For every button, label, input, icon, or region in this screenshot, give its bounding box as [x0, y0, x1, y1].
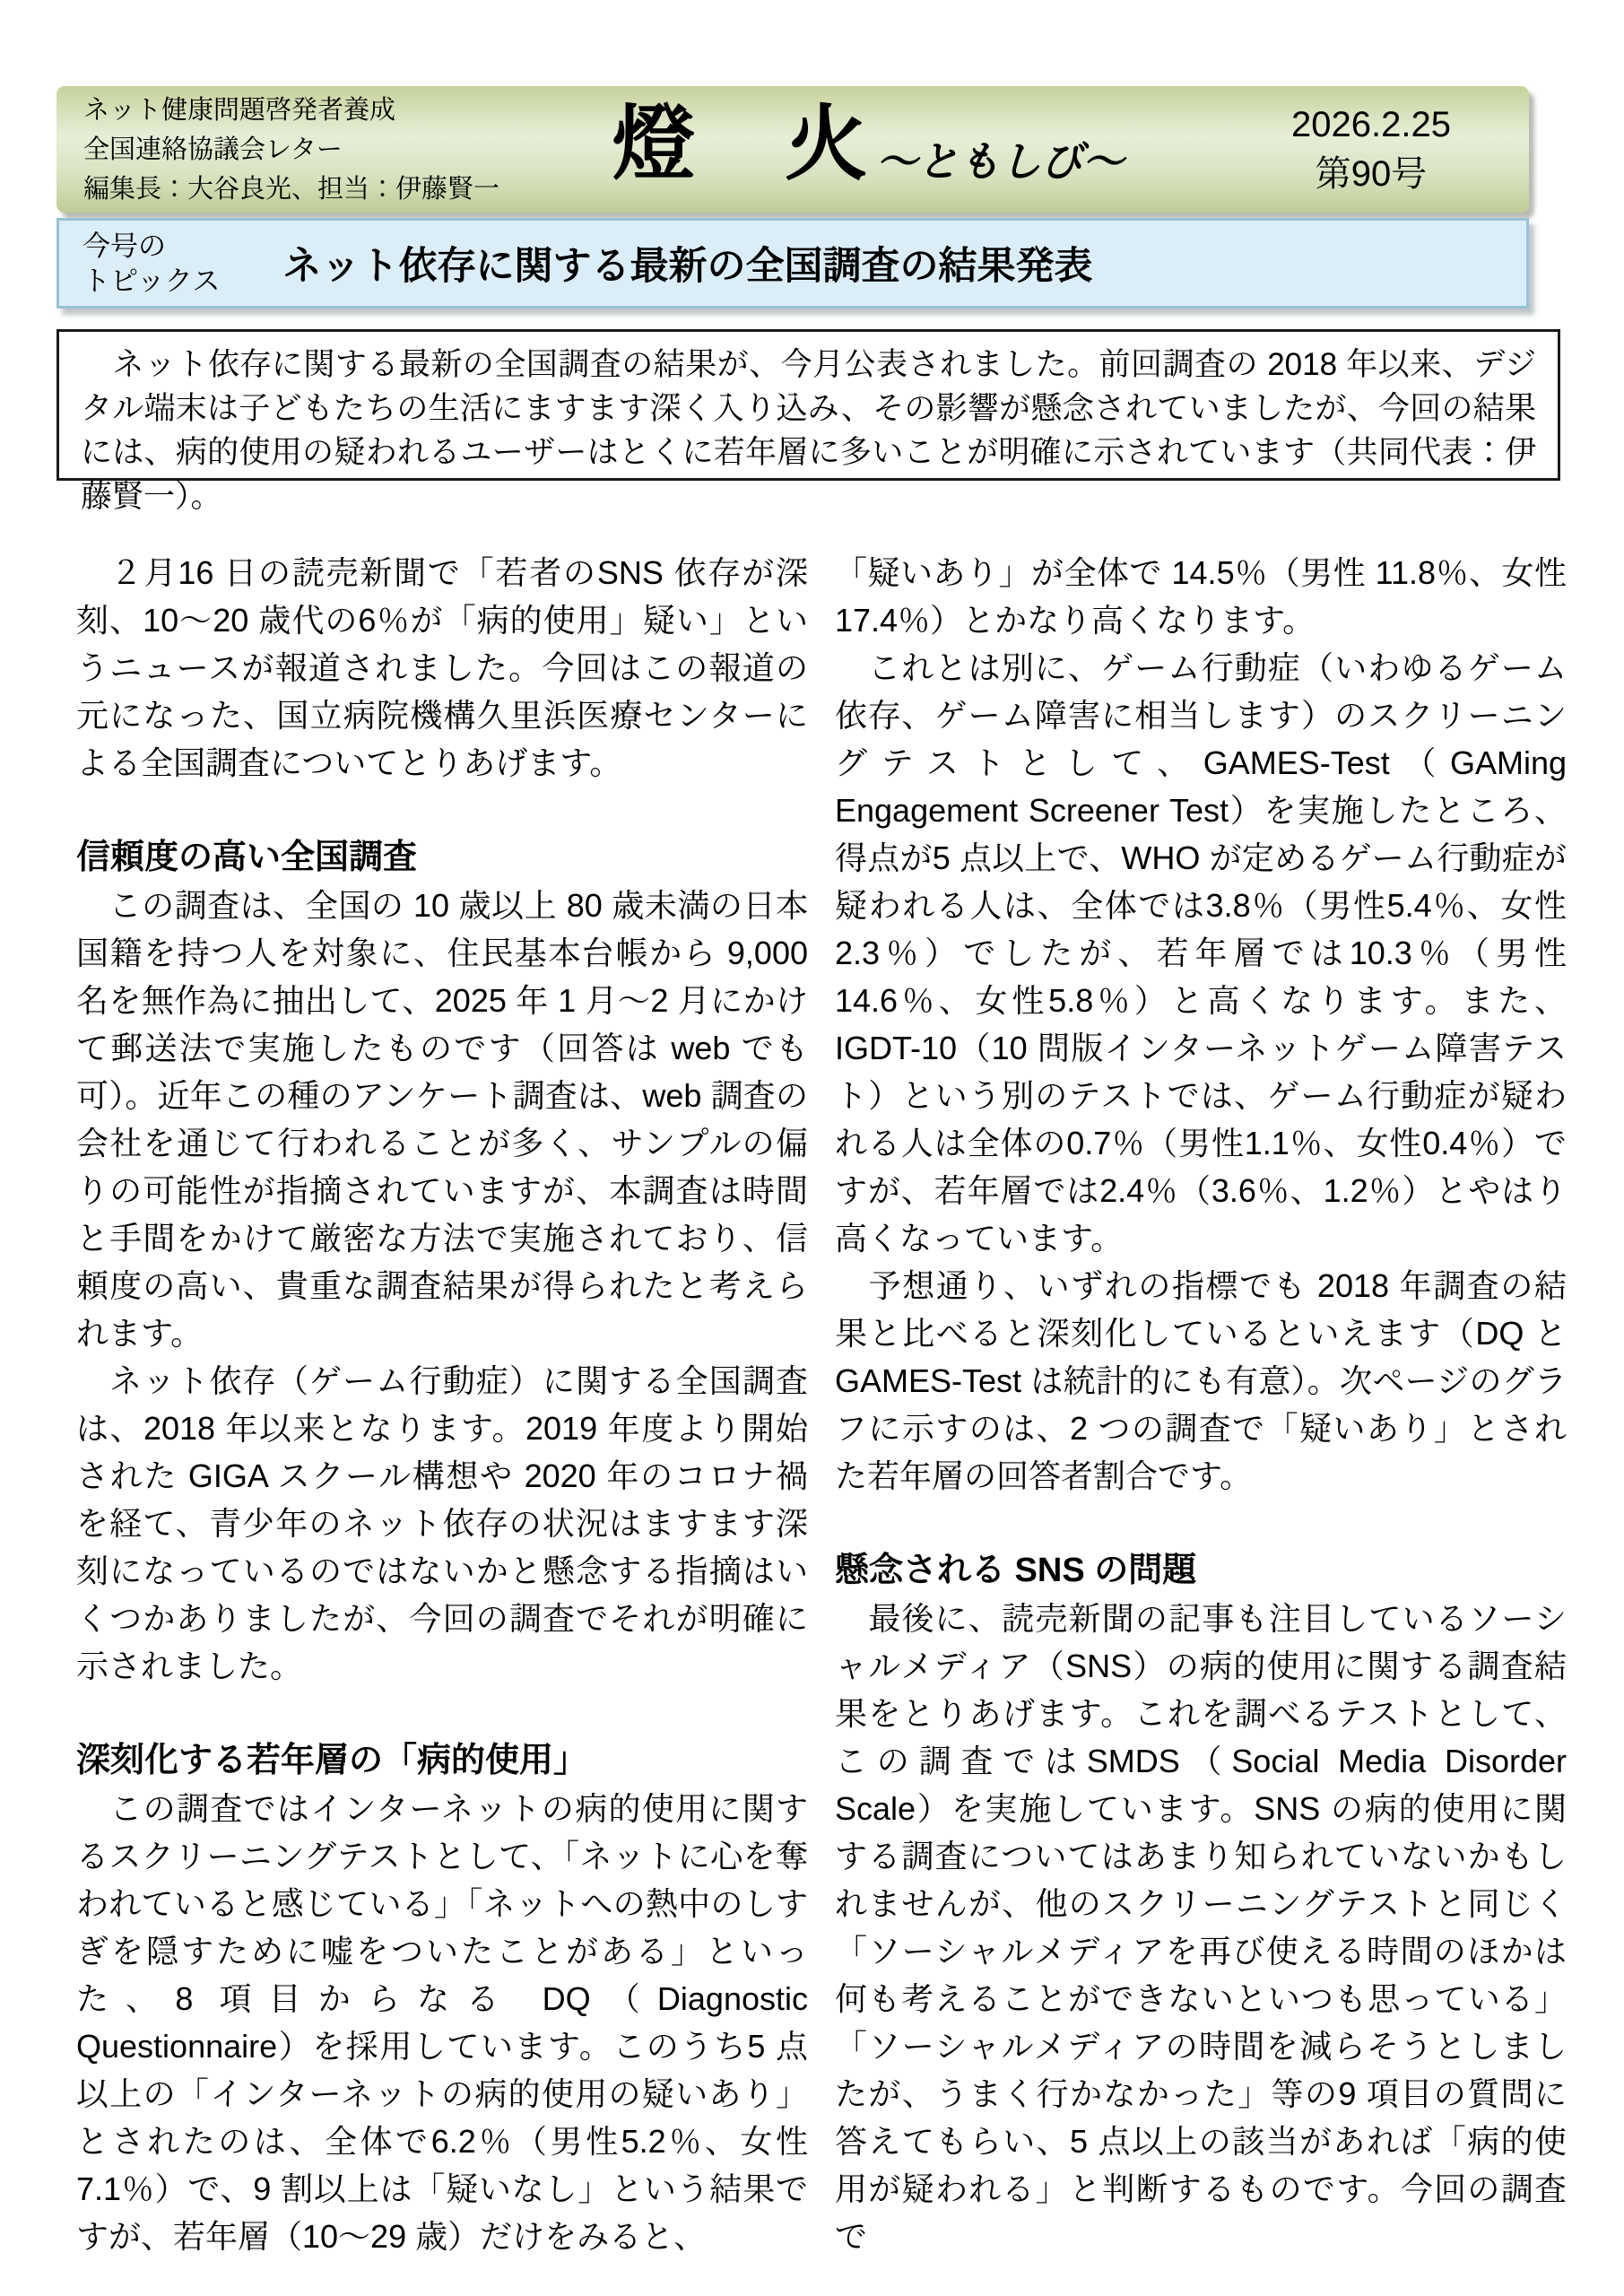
paragraph: ２月16 日の読売新聞で「若者のSNS 依存が深刻、10～20 歳代の6％が「病的使用」疑い」というニュースが報道されました。今回はこの報道の元になった、国立病院機構久里浜医療センターによる全国調査についてとりあげます。 [76, 554, 808, 781]
paragraph: 「疑いあり」が全体で 14.5％（男性 11.8％、女性 17.4％）とかなり高くなります。 [835, 554, 1567, 639]
article-body [76, 549, 1567, 2260]
topic-label [59, 229, 220, 299]
left-column [76, 549, 808, 2260]
paragraph: この調査は、全国の 10 歳以上 80 歳未満の日本国籍を持つ人を対象に、住民基本台帳から 9,000 名を無作為に抽出して、2025 年 1 月～2 月にかけて郵送法で実施したものです（回答は web でも可）。近年この種のアンケート調査は、web 調査の会社を通じて行われることが多く、サンプルの偏りの可能性が指摘されていますが、本調査は時間と手間をかけて厳密な方法で実施されており、信頼度の高い、貴重な調査結果が得られたと考えられます。 [76, 887, 808, 1352]
issue-info [1237, 100, 1529, 199]
paragraph: 最後に、読売新聞の記事も注目しているソーシャルメディア（SNS）の病的使用に関する調査結果をとりあげます。これを調べるテストとして、この調査ではSMDS（Social Media Disorder Scale）を実施しています。SNS の病的使用に関する調査についてはあまり知られていないかもしれませんが、他のスクリーニングテストと同じく「ソーシャルメディアを再び使える時間のほかは何も考えることができないといつも思っている」「ソーシャルメディアの時間を減らそうとしましたが、うまく行かなかった」等の9 項目の質問に答えてもらい、5 点以上の該当があれば「病的使用が疑われる」と判断するものです。今回の調査で [835, 1600, 1567, 2255]
title-main: 燈 火 [612, 94, 872, 192]
topic-bar [56, 218, 1529, 309]
paragraph: この調査ではインターネットの病的使用に関するスクリーニングテストとして、「ネットに心を奪われていると感じている」「ネットへの熱中のしすぎを隠すために嘘をついたことがある」といった、8 項目からなる DQ（Diagnostic Questionnaire）を採用しています。このうち5 点以上の「インターネットの病的使用の疑いあり」とされたのは、全体で6.2％（男性5.2％、女性 7.1％）で、9 割以上は「疑いなし」という結果ですが、若年層（10～29 歳）だけをみると、 [76, 1790, 808, 2255]
paragraph: 予想通り、いずれの指標でも 2018 年調査の結果と比べると深刻化しているといえます（DQ とGAMES-Test は統計的にも有意）。次ページのグラフに示すのは、2 つの調査で「疑いあり」とされた若年層の回答者割合です。 [835, 1267, 1567, 1494]
org-line-1: ネット健康問題啓発者養成 [83, 95, 396, 125]
issue-date: 2026.2.25 [1291, 104, 1451, 144]
newsletter-title [499, 94, 1237, 197]
section-heading-sns-problem: 懸念される SNS の問題 [835, 1552, 1197, 1589]
paragraph: これとは別に、ゲーム行動症（いわゆるゲーム依存、ゲーム障害に相当します）のスクリーニングテストとして、GAMES-Test（GAMing Engagement Screener Test）を実施したところ、得点が5 点以上で、WHO が定めるゲーム行動症が疑われる人は、全体では3.8％（男性5.4％、女性2.3％）でしたが、若年層では10.3％（男性14.6％、女性5.8％）と高くなります。また、IGDT-10（10 問版インターネットゲーム障害テスト）という別のテストでは、ゲーム行動症が疑われる人は全体の0.7％（男性1.1％、女性0.4％）ですが、若年層では2.4％（3.6％、1.2％）とやはり高くなっています。 [835, 649, 1567, 1257]
section-heading-pathological-use: 深刻化する若年層の「病的使用」 [76, 1742, 588, 1779]
topic-headline: ネット依存に関する最新の全国調査の結果発表 [282, 245, 1093, 288]
org-line-2: 全国連絡協議会レター [83, 135, 343, 164]
paragraph: ネット依存（ゲーム行動症）に関する全国調査は、2018 年以来となります。2019 年度より開始された GIGA スクール構想や 2020 年のコロナ禍を経て、青少年のネット依存の状況はますます深刻になっているのではないかと懸念する指摘はいくつかありましたが、今回の調査でそれが明確に示されました。 [76, 1362, 808, 1684]
org-line-3: 編集長：大谷良光、担当：伊藤賢一 [83, 174, 500, 204]
lead-box [56, 329, 1560, 514]
masthead [56, 86, 1529, 213]
issue-number: 第90号 [1315, 153, 1428, 194]
right-column [835, 549, 1567, 2260]
topic-label-line-2: トピックス [83, 265, 221, 297]
topic-label-line-1: 今号の [83, 230, 166, 262]
title-sub: 〜ともしび〜 [876, 136, 1125, 186]
section-heading-reliable-survey: 信頼度の高い全国調査 [76, 839, 418, 876]
org-info [56, 91, 499, 209]
lead-paragraph: ネット依存に関する最新の全国調査の結果が、今月公表されました。前回調査の 2018 年以来、デジタル端末は子どもたちの生活にますます深く入り込み、その影響が懸念されていましたが、今回の結果には、病的使用の疑われるユーザーはとくに若年層に多いことが明確に示されています（共同代表：伊藤賢一）。 [81, 347, 1536, 514]
